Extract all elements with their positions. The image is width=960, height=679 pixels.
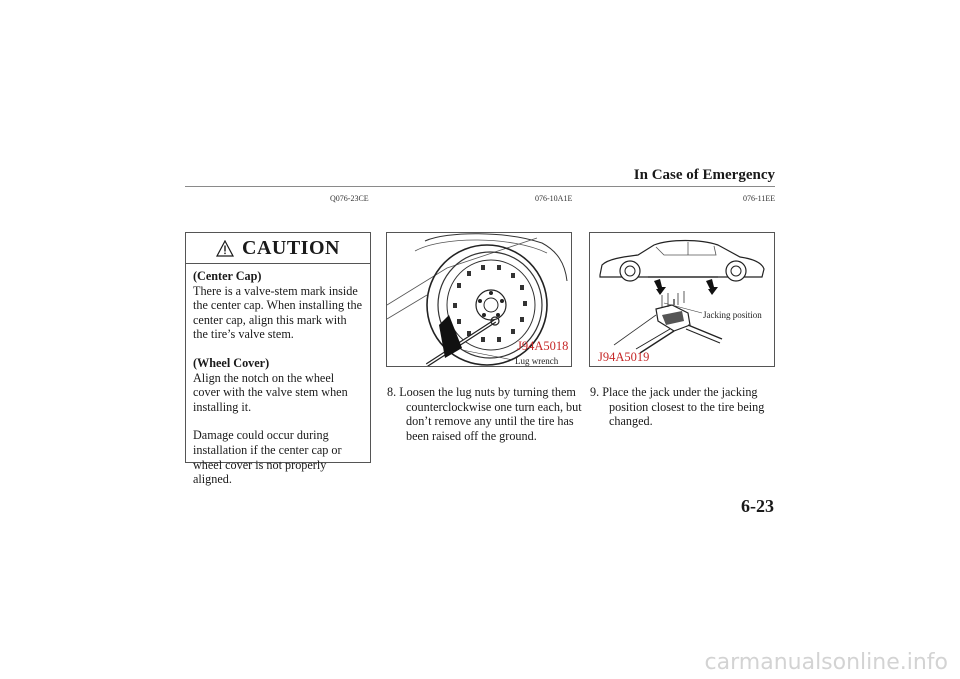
car-jack-illustration (590, 233, 775, 367)
figure-jacking-position (589, 232, 775, 367)
header-rule (185, 186, 775, 187)
damage-text: Damage could occur during installation if the center cap or wheel cover is not properly aligned. (193, 428, 342, 487)
caution-box (185, 232, 371, 487)
instruction-step-8: 8. Loosen the lug nuts by turning them counterclockwise one turn each, but don’t remove any until the tire has been raised off the ground. (387, 385, 582, 443)
page-number: 6-23 (741, 496, 774, 516)
reference-code: Q076-23CE (330, 194, 369, 203)
damage-paragraph (193, 428, 364, 486)
wheel-cover-heading: (Wheel Cover) (193, 355, 270, 370)
wheel-cover-paragraph (193, 356, 364, 414)
wheel-cover-text: Align the notch on the wheel cover with the valve stem when installing it. (193, 370, 348, 414)
caution-title: CAUTION (242, 236, 340, 259)
center-cap-text: There is a valve-stem mark inside the center cap. When installing the center cap, align this mark with the tire’s valve stem. (193, 283, 362, 342)
section-title: In Case of Emergency (633, 167, 775, 183)
figure-code: J94A5018 (517, 339, 569, 353)
reference-code: 076-11EE (743, 194, 776, 203)
reference-code: 076-10A1E (535, 194, 573, 203)
instruction-step-9: 9. Place the jack under the jacking position closest to the tire being changed. (590, 385, 765, 429)
figure-lug-wrench (386, 232, 572, 367)
caution-body (186, 264, 370, 487)
watermark: carmanualsonline.info (704, 650, 948, 675)
figure-label-jacking-position: Jacking position (703, 310, 762, 320)
warning-triangle-icon (216, 240, 234, 257)
figure-label-lug-wrench: Lug wrench (515, 356, 559, 366)
center-cap-heading: (Center Cap) (193, 269, 262, 283)
figure-code: J94A5019 (598, 350, 650, 364)
center-cap-paragraph (193, 269, 364, 342)
caution-header (186, 233, 370, 264)
